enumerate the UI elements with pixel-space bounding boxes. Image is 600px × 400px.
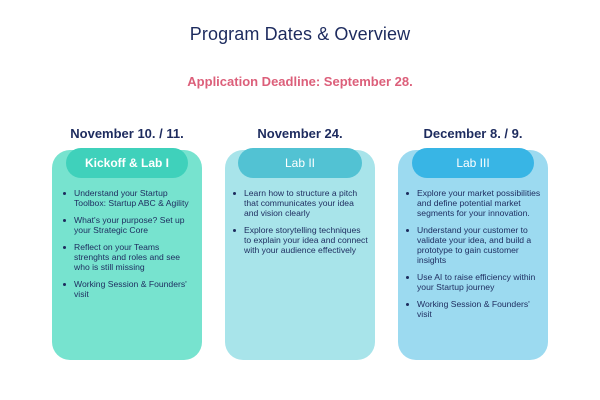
- application-deadline: Application Deadline: September 28.: [187, 74, 413, 89]
- column-3-date: December 8. / 9.: [423, 126, 523, 141]
- column-2-list: [232, 188, 368, 262]
- column-1-list: [62, 188, 196, 306]
- list-item: Reflect on your Teams strenghts and roles and see who is still missing: [62, 242, 196, 272]
- list-item: What's your purpose? Set up your Strategic Core: [62, 215, 196, 235]
- list-item: Understand your Startup Toolbox: Startup ABC & Agility: [62, 188, 196, 208]
- column-1-date: November 10. / 11.: [70, 126, 184, 141]
- list-item: Working Session & Founders' visit: [405, 299, 541, 319]
- column-2-label: Lab II: [238, 148, 362, 178]
- page-title: Program Dates & Overview: [189, 24, 411, 44]
- list-item: Use AI to raise efficiency within your Startup journey: [405, 272, 541, 292]
- list-item: Understand your customer to validate your idea, and build a prototype to gain customer insights: [405, 225, 541, 265]
- list-item: Learn how to structure a pitch that communicates your idea and vision clearly: [232, 188, 368, 218]
- column-1-label: Kickoff & Lab I: [66, 148, 188, 178]
- column-3-label: Lab III: [412, 148, 534, 178]
- list-item: Explore your market possibilities and define potential market segments for your innovation.: [405, 188, 541, 218]
- column-3-list: [405, 188, 541, 326]
- list-item: Explore storytelling techniques to explain your idea and connect with your audience effectively: [232, 225, 368, 255]
- column-2-date: November 24.: [257, 126, 343, 141]
- list-item: Working Session & Founders' visit: [62, 279, 196, 299]
